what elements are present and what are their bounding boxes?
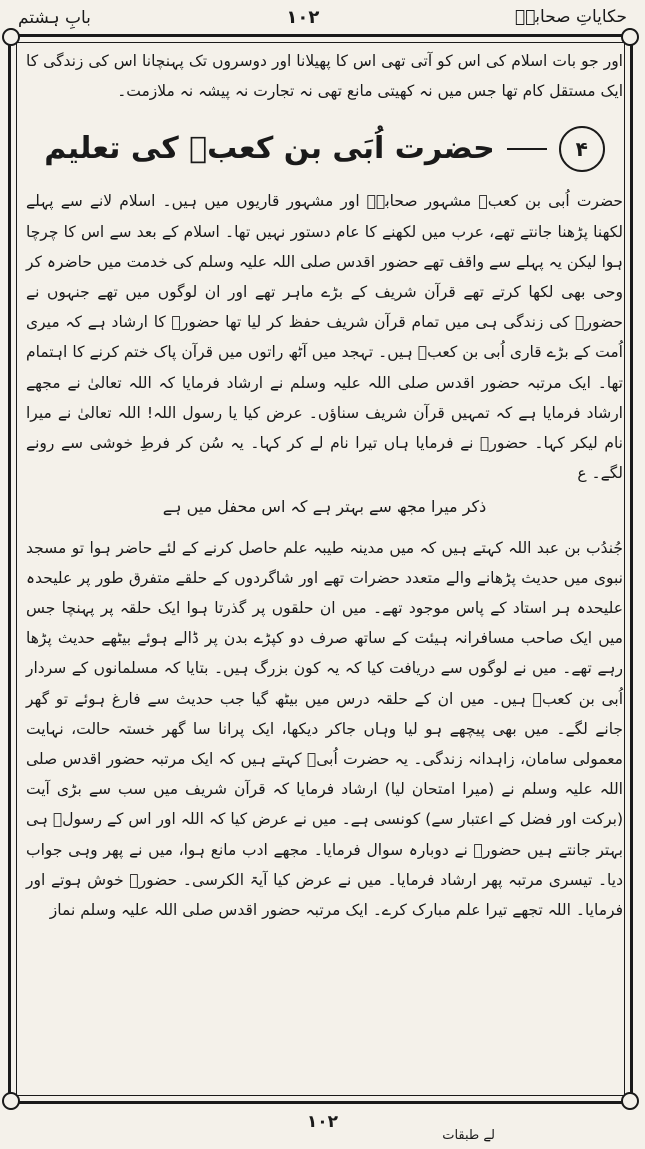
verse-line: ذکر میرا مجھ سے بہتر ہے کہ اس محفل میں ہے xyxy=(162,497,487,517)
border-corner-ornament xyxy=(621,1092,639,1110)
section-title: حضرت اُبَی بن کعبؓ کی تعلیم xyxy=(44,131,495,167)
header-chapter-title: بابِ ہشتم xyxy=(18,7,91,28)
footnote: لے طبقات xyxy=(442,1128,495,1143)
border-corner-ornament xyxy=(2,1092,20,1110)
section-number-badge: ۴ xyxy=(559,126,605,172)
section-heading xyxy=(26,122,623,176)
border-corner-ornament xyxy=(621,28,639,46)
heading-dash xyxy=(507,148,547,150)
footer-page-number: ۱۰۲ xyxy=(306,1112,339,1132)
paragraph-1: حضرت اُبی بن کعبؓ مشہور صحابہؓ اور مشہور قاریوں میں ہیں۔ اسلام لانے سے پہلے لکھنا پڑھنا جانتے تھے، عرب میں لکھنے کا عام دستور نہیں تھا۔ اسلام کے بعد سے اس کا چرچا ہوا لیکن یہ پہلے سے واقف تھے حضور اقدس صلی اللہ علیہ وسلم کی خدمت میں حاضرہ کر وحی بھی لکھا کرتے تھے قرآن شریف کے بڑے ماہر تھے اور ان لوگوں میں تھے جنہوں نے حضورؐ کی زندگی ہی میں تمام قرآن شریف حفظ کر لیا تھا حضورؐ کا ارشاد ہے کہ میری اُمت کے بڑے قاری اُبی بن کعبؓ ہیں۔ تہجد میں آٹھ راتوں میں قرآن پاک ختم کرنے کا اہتمام تھا۔ ایک مرتبہ حضور اقدس صلی اللہ علیہ وسلم نے ارشاد فرمایا کہ اللہ تعالیٰ نے مجھے ارشاد فرمایا ہے کہ تمہیں قرآن شریف سناؤں۔ عرض کیا یا رسول اللہ! اللہ تعالیٰ نے میرا نام لیکر کہا۔ حضورؐ نے فرمایا ہاں تیرا نام لے کر کہا۔ یہ سُن کر فرطِ خوشی سے رونے لگے۔ ع xyxy=(26,192,623,483)
body-text xyxy=(26,46,623,925)
paragraph-2: جُندُب بن عبد اللہ کہتے ہیں کہ میں مدینہ طیبہ علم حاصل کرنے کے لئے حاضر ہوا تو مسجد نبوی میں حدیث پڑھانے والے متعدد حضرات تھے اور شاگردوں کے حلقے متفرق طور پر علیحدہ علیحدہ ہر استاد کے پاس موجود تھے۔ میں ان حلقوں پر گذرتا ہوا ایک حلقہ پر پہنچا جس میں ایک صاحب مسافرانہ ہیئت کے ساتھ صرف دو کپڑے بدن پر ڈالے ہوئے بیٹھے حدیث پڑھا رہے تھے۔ میں نے لوگوں سے دریافت کیا کہ یہ کون بزرگ ہیں۔ بتایا کہ مسلمانوں کے سردار اُبی بن کعبؓ ہیں۔ میں ان کے حلقہ درس میں بیٹھ گیا جب حدیث سے فارغ ہوئے تو گھر جانے لگے۔ میں بھی پیچھے ہو لیا وہاں جاکر دیکھا، ایک پرانا سا گھر خستہ حالت، نہایت معمولی سامان، زاہدانہ زندگی۔ یہ حضرت اُبیؓ کہتے ہیں کہ ایک مرتبہ حضور اقدس صلی اللہ علیہ وسلم نے (میرا امتحان لیا) ارشاد فرمایا کہ قرآن شریف میں سب سے بڑی آیت (برکت اور فضل کے اعتبار سے) کونسی ہے۔ میں نے عرض کیا کہ اللہ اور اس کے رسولؐ ہی بہتر جانتے ہیں حضورؐ نے دوبارہ سوال فرمایا۔ مجھے ادب مانع ہوا، میں نے پھر وہی جواب دیا۔ تیسری مرتبہ پھر ارشاد فرمایا۔ میں نے عرض کیا آیۃ الکرسی۔ حضورؐ خوش ہوتے اور فرمایا۔ اللہ تجھے تیرا علم مبارک کرے۔ ایک مرتبہ حضور اقدس صلی اللہ علیہ وسلم نماز xyxy=(26,538,623,920)
border-corner-ornament xyxy=(2,28,20,46)
page-header xyxy=(18,4,627,30)
header-page-number: ۱۰۲ xyxy=(286,6,320,28)
intro-paragraph: اور جو بات اسلام کی اس کو آتی تھی اس کا پھیلانا اور دوسروں تک پہنچانا اس کی زندگی کا ایک مستقل کام تھا جس میں نہ کھیتی مانع تھی نہ تجارت نہ پیشہ نہ ملازمت۔ xyxy=(26,52,623,101)
header-book-title: حکایاتِ صحابہؓ xyxy=(514,7,627,27)
